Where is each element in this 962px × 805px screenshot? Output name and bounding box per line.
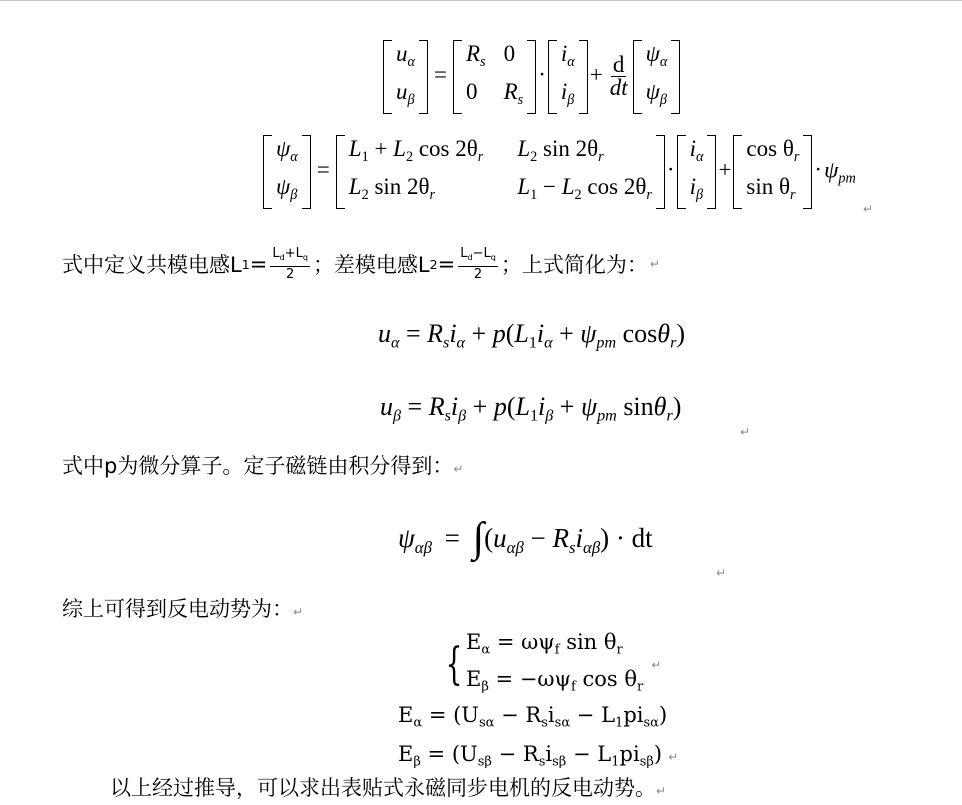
common-mode-fraction: $\frac{L_d+L_q}{2}$ xyxy=(272,246,308,282)
e-beta-current-line: $E_\beta = (U_{s\beta} - R_si_{s\beta} - L_1pi_{s\beta})$ ↵ xyxy=(398,741,679,770)
u-alpha-equation: $u_\alpha = R_si_\alpha + p(L_1i_\alpha + \psi_{pm}$ cosθ$_r$) xyxy=(378,319,686,352)
return-mark: ↵ xyxy=(716,566,727,580)
inductance-definition-text: 式中定义共模电感L 1 = $\frac{L_d+L_q}{2}$ ；差模电感L 2 = $\frac{L_d-L_q}{2}$ ；上式简化为： ↵ xyxy=(62,246,660,282)
resistance-matrix: $R_s$ 0 0 $R_s$ xyxy=(453,40,536,114)
return-mark: ↵ xyxy=(863,202,874,216)
return-mark: ↵ xyxy=(740,425,751,439)
e-beta-line: $E_\beta = -\omega\psi_f$ $\cos \theta_r$ xyxy=(466,666,644,695)
flux-matrix-equation: $\psi_\alpha$ $\psi_\beta$ = $L_1 + L_2$ $\cos 2\theta_r$ $L_2$ $\sin 2\theta_r$ $L_2$ $\sin 2\theta_r$ $L_1 - L_2$ $\cos 2\theta_r$ · $i_\alpha$ $i_\beta$ + $\cos \theta_r$ $\sin \theta_r$ $\cdot\psi_{pm}$ xyxy=(263,135,856,209)
page-top-border xyxy=(0,0,962,1)
inductance-matrix: $L_1 + L_2$ $\cos 2\theta_r$ $L_2$ $\sin 2\theta_r$ $L_2$ $\sin 2\theta_r$ $L_1 - L_2$ $\cos 2\theta_r$ xyxy=(336,135,665,209)
back-emf-system: { $E_\alpha = \omega\psi_f$ $\sin \theta_r$ $E_\beta = -\omega\psi_f$ $\cos \theta_r$ ↵ xyxy=(440,628,661,701)
operator-description-text: 式中p为微分算子。定子磁链由积分得到：↵ xyxy=(62,454,464,478)
current-vector: $i_\alpha$ $i_\beta$ xyxy=(548,40,588,114)
flux-vector: $\psi_\alpha$ $\psi_\beta$ xyxy=(633,40,681,114)
conclusion-text: 以上经过推导，可以求出表贴式永磁同步电机的反电动势。↵ xyxy=(110,776,667,800)
back-emf-intro-text: 综上可得到反电动势为：↵ xyxy=(62,597,304,621)
trig-vector: $\cos \theta_r$ $\sin \theta_r$ xyxy=(733,135,812,209)
e-alpha-line: $E_\alpha = \omega\psi_f$ $\sin \theta_r$ xyxy=(466,630,623,658)
differential-mode-fraction: $\frac{L_d-L_q}{2}$ xyxy=(460,246,496,282)
flux-integral-equation: $\psi_{\alpha\beta} = \int(u_{\alpha\beta} - R_si_{\alpha\beta})$ · dt xyxy=(398,515,653,561)
u-beta-equation: $u_\beta = R_si_\beta + p(L_1i_\beta + \psi_{pm}$ sinθ$_r$) xyxy=(380,392,682,425)
back-emf-current-equations xyxy=(398,700,678,777)
voltage-vector: $u_\alpha$ $u_\beta$ xyxy=(383,40,428,114)
current-vector-2: $i_\alpha$ $i_\beta$ xyxy=(677,135,717,209)
flux-vector-lhs: $\psi_\alpha$ $\psi_\beta$ xyxy=(263,135,311,209)
derivative-operator: $\frac{d}{dt}$ xyxy=(609,52,628,101)
voltage-matrix-equation: $u_\alpha$ $u_\beta$ = $R_s$ 0 0 $R_s$ · $i_\alpha$ $i_\beta$ + $\frac{d}{dt}$ $\psi_\alpha$ $\psi_\beta$ xyxy=(383,40,680,114)
e-alpha-current-line: $E_\alpha = (U_{s\alpha} - R_si_{s\alpha} - L_1pi_{s\alpha})$ xyxy=(398,703,668,731)
